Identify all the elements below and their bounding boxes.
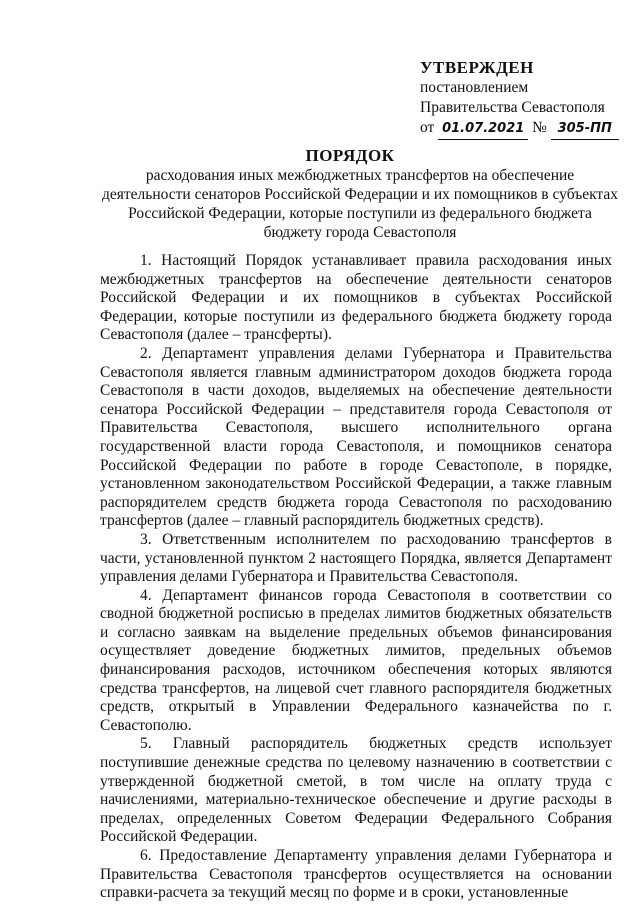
approval-line-resolution: постановлением xyxy=(420,79,529,96)
paragraph-5: 5. Главный распорядитель бюджетных средств использует поступившие денежные средства по целевому назначению в соответствии с утвержденной бюджетной сметой, в том числе на оплату труда с начислениями, материально-техническое обеспечение и другие расходы в пределах, определенных Советом Федерации Федерального Собрания Российской Федерации. xyxy=(100,735,612,846)
approval-number: 305-ПП xyxy=(551,119,619,140)
paragraph-6: 6. Предоставление Департаменту управления делами Губернатора и Правительства Севастополя трансфертов осуществляется на основании справки-расчета за текущий месяц по форме и в сроки, установленные xyxy=(100,847,612,902)
approval-line-government: Правительства Севастополя xyxy=(420,99,605,116)
paragraph-3: 3. Ответственным исполнителем по расходованию трансфертов в части, установленной пунктом 2 настоящего Порядка, является Департамент управления делами Губернатора и Правительства Севастополя. xyxy=(100,530,612,586)
approval-title: УТВЕРЖДЕН xyxy=(420,58,534,77)
paragraph-2: 2. Департамент управления делами Губернатора и Правительства Севастополя является главным администратором доходов бюджета города Севастополя в части доходов, выделяемых на обеспечение деятельности сенатора Российской Федерации – представителя города Севастополя от Правительства Севастополя, высшего исполнительного органа государственной власти города Севастополя, и помощников сенатора Российской Федерации по работе в городе Севастополе, в порядке, установленном законодательством Российской Федерации, а также главным распорядителем средств бюджета города Севастополя по расходованию трансфертов (далее – главный распорядитель бюджетных средств). xyxy=(100,344,612,530)
approval-date-line xyxy=(420,118,630,140)
paragraph-1: 1. Настоящий Порядок устанавливает правила расходования иных межбюджетных трансфертов на обеспечение деятельности сенаторов Российской Федерации и их помощников в субъектах Российской Федерации, которые поступили из федерального бюджета бюджету города Севастополя (далее – трансферты). xyxy=(100,252,612,344)
approval-date: 01.07.2021 xyxy=(438,119,528,140)
date-prefix: от xyxy=(420,119,435,136)
approval-stamp xyxy=(420,58,630,140)
number-prefix: № xyxy=(532,119,547,136)
document-body xyxy=(100,252,612,903)
paragraph-4: 4. Департамент финансов города Севастополя в соответствии со сводной бюджетной росписью в пределах лимитов бюджетных обязательств и согласно заявкам на выделение предельных объемов финансирования осуществляет доведение бюджетных лимитов, предельных объемов финансирования расходов, источником обеспечения которых являются средства трансфертов, на лицевой счет главного распорядителя бюджетных средств, открытый в Управлении Федерального казначейства по г. Севастополю. xyxy=(100,586,612,734)
document-title: ПОРЯДОК xyxy=(305,146,395,165)
document-subtitle: расходования иных межбюджетных трансфертов на обеспечение деятельности сенаторов Российской Федерации и их помощников в субъектах Российской Федерации, которые поступили из федерального бюджета бюджету города Севастополя xyxy=(101,167,619,241)
